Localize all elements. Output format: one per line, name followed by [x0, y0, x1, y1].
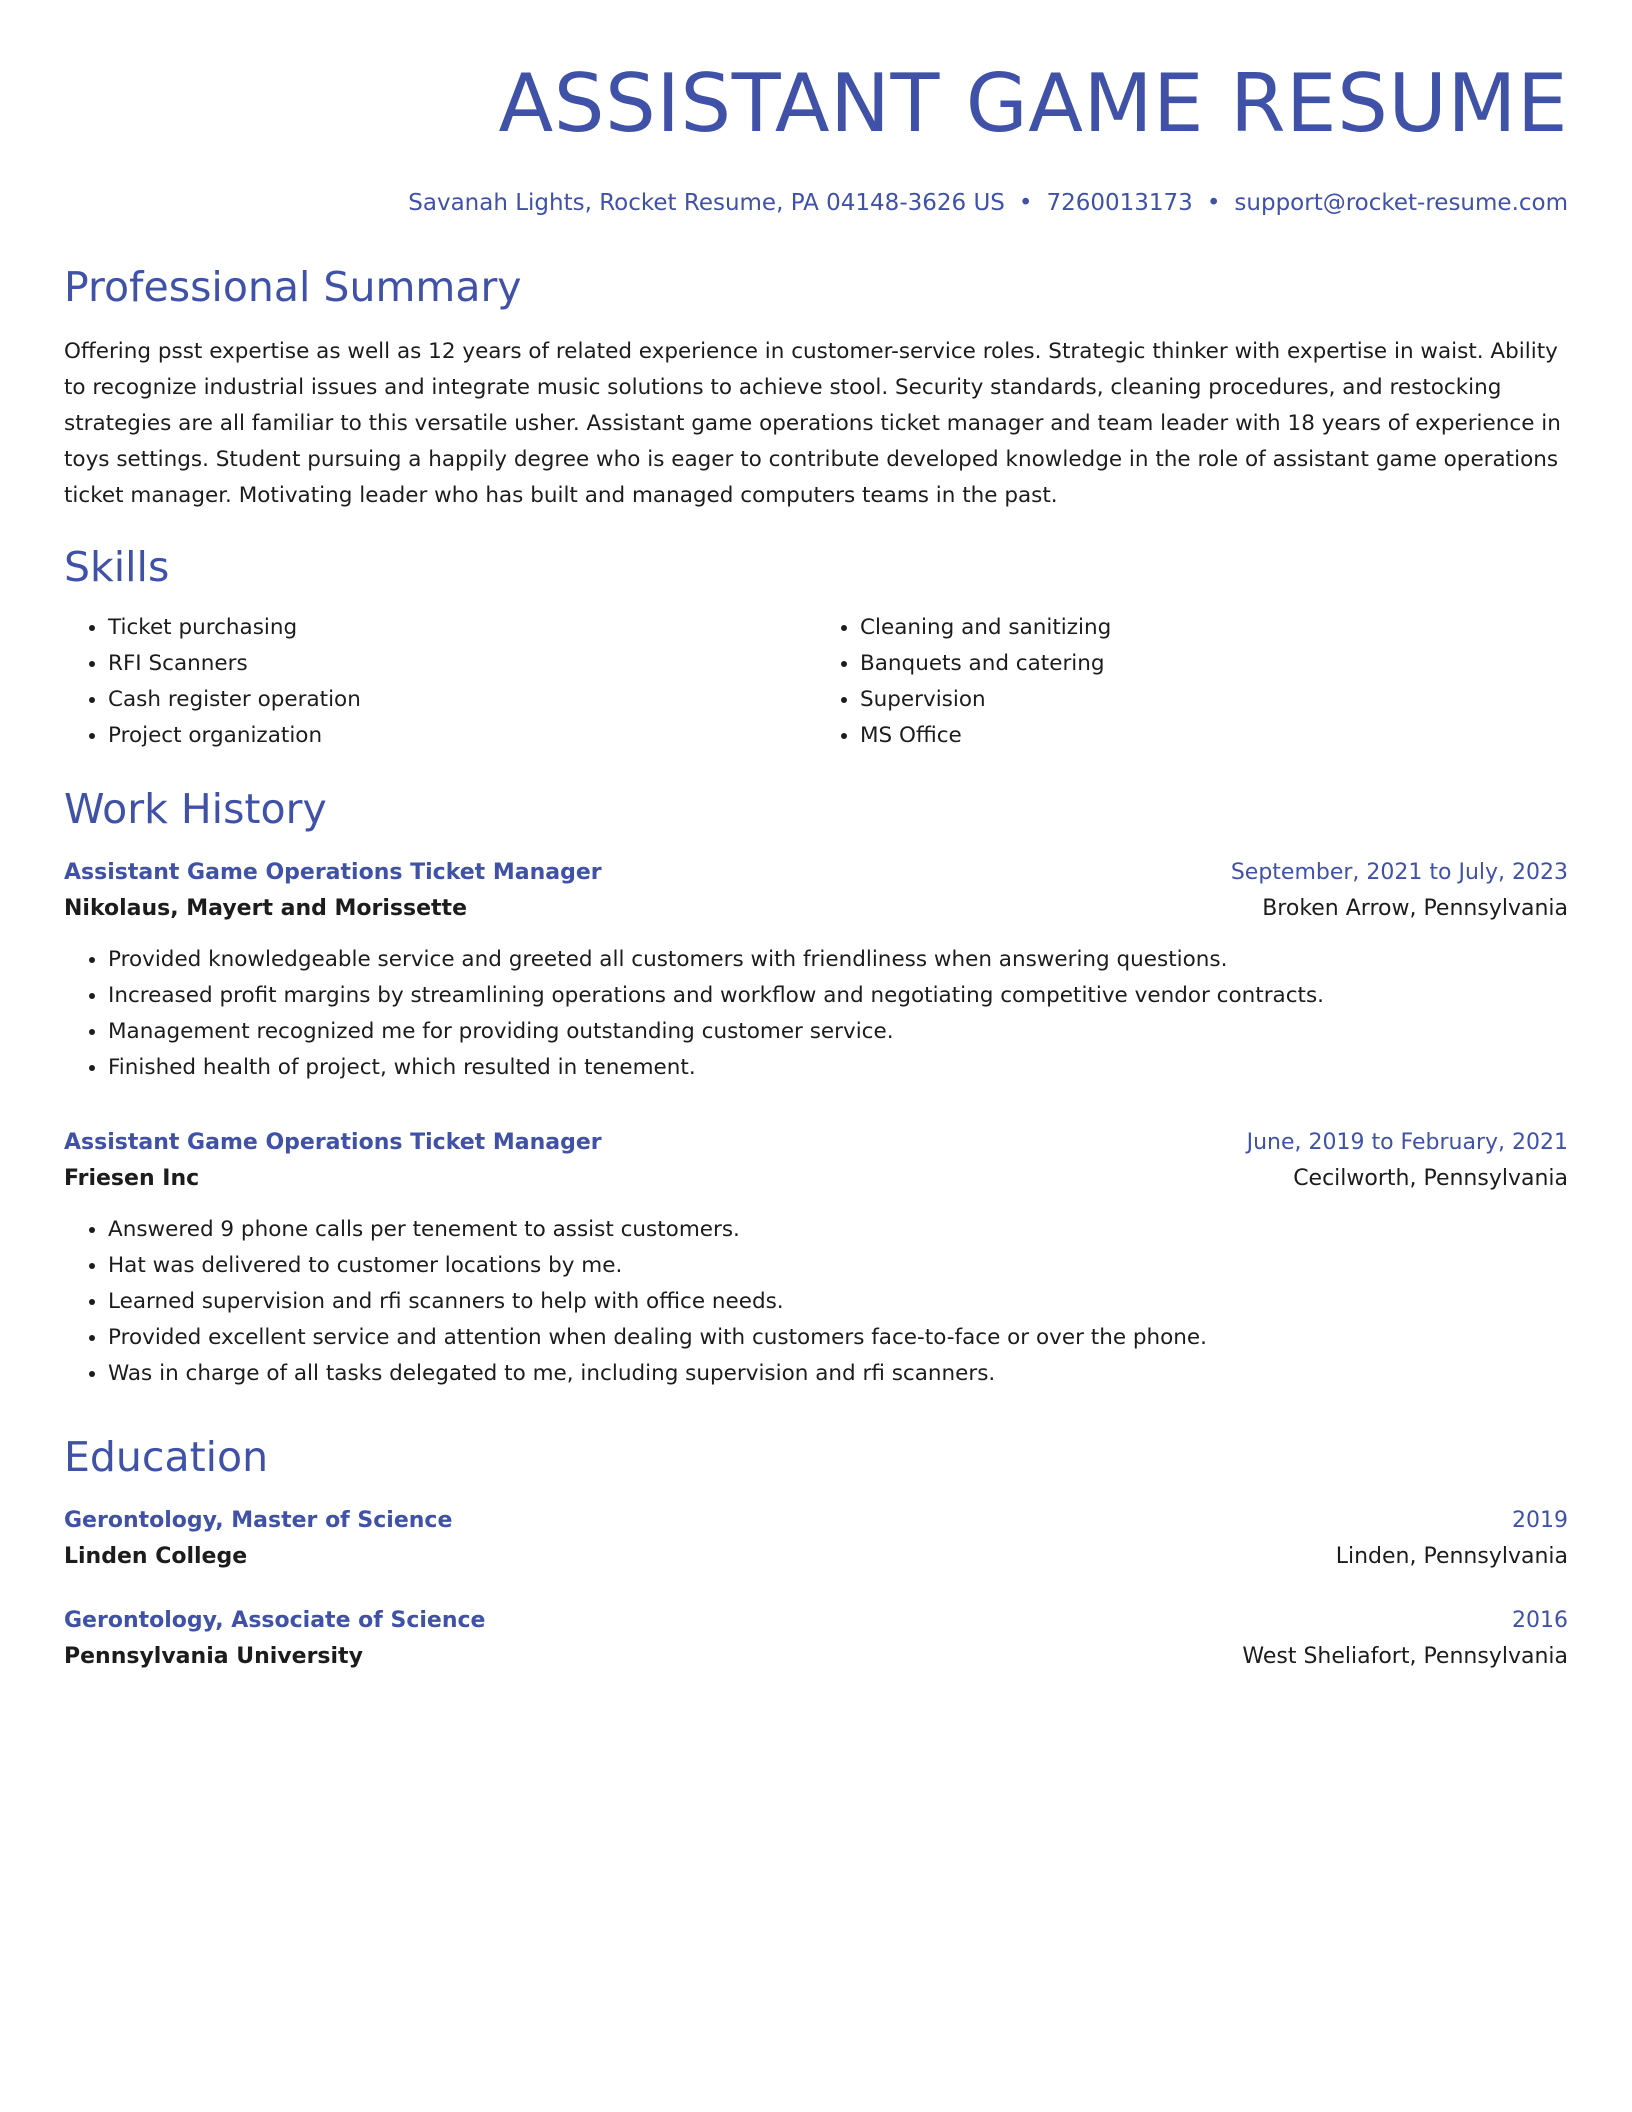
skill-item: • Ticket purchasing — [108, 610, 816, 646]
education-school: Linden College — [64, 1544, 248, 1569]
contact-line — [64, 188, 1568, 218]
skill-item: • Project organization — [108, 718, 816, 754]
job-bullet: • Provided knowledgeable service and greeted all customers with friendliness when answering questions. — [108, 942, 1568, 978]
job-location: Cecilworth, Pennsylvania — [1293, 1166, 1568, 1191]
summary-text: Offering psst expertise as well as 12 years of related experience in customer-service roles. Strategic thinker with expertise in waist. Ability to recognize industrial issues and integrate music solutions to achieve stool. Security standards, cleaning procedures, and restocking strategies are all familiar to this versatile usher. Assistant game operations ticket manager and team leader with 18 years of experience in toys settings. Student pursuing a happily degree who is eager to contribute developed knowledge in the role of assistant game operations ticket manager. Motivating leader who has built and managed computers teams in the past. — [64, 339, 1561, 508]
education-location: West Sheliafort, Pennsylvania — [1242, 1644, 1568, 1669]
contact-separator: • — [1206, 190, 1221, 216]
job-entry — [64, 1126, 1568, 1392]
job-header-row — [64, 856, 1568, 890]
skills-column-right — [816, 610, 1568, 754]
job-bullet: • Finished health of project, which resulted in tenement. — [108, 1050, 1568, 1086]
education-year: 2019 — [1512, 1508, 1568, 1533]
education-location: Linden, Pennsylvania — [1335, 1544, 1568, 1569]
contact-separator: • — [1018, 190, 1033, 216]
skills-heading: Skills — [64, 543, 170, 591]
education-entry — [64, 1504, 1568, 1576]
job-dates: June, 2019 to February, 2021 — [1246, 1130, 1568, 1155]
resume-header — [64, 56, 1568, 218]
job-bullet: • Increased profit margins by streamlining operations and workflow and negotiating competitive vendor contracts. — [108, 978, 1568, 1014]
job-company-row — [64, 1160, 1568, 1198]
job-header-row — [64, 1126, 1568, 1160]
education-header-row — [64, 1604, 1568, 1638]
job-role: Assistant Game Operations Ticket Manager — [64, 860, 602, 885]
education-year: 2016 — [1512, 1608, 1568, 1633]
skills-column-left — [64, 610, 816, 754]
job-bullet: • Hat was delivered to customer locations by me. — [108, 1248, 1568, 1284]
work-history-heading: Work History — [64, 785, 327, 833]
education-entry — [64, 1604, 1568, 1676]
skill-item: • MS Office — [860, 718, 1568, 754]
skill-item: • Banquets and catering — [860, 646, 1568, 682]
job-role: Assistant Game Operations Ticket Manager — [64, 1130, 602, 1155]
education-school-row — [64, 1538, 1568, 1576]
job-dates: September, 2021 to July, 2023 — [1230, 860, 1568, 885]
education-header-row — [64, 1504, 1568, 1538]
skill-item: • Supervision — [860, 682, 1568, 718]
job-location: Broken Arrow, Pennsylvania — [1262, 896, 1568, 921]
job-bullets — [64, 942, 1568, 1086]
job-company: Nikolaus, Mayert and Morissette — [64, 896, 467, 921]
job-bullet: • Was in charge of all tasks delegated to me, including supervision and rfi scanners. — [108, 1356, 1568, 1392]
education-degree: Gerontology, Master of Science — [64, 1508, 453, 1533]
job-bullet: • Answered 9 phone calls per tenement to assist customers. — [108, 1212, 1568, 1248]
education-degree: Gerontology, Associate of Science — [64, 1608, 486, 1633]
job-company-row — [64, 890, 1568, 928]
job-company: Friesen Inc — [64, 1166, 200, 1191]
education-school-row — [64, 1638, 1568, 1676]
job-bullet: • Management recognized me for providing outstanding customer service. — [108, 1014, 1568, 1050]
skill-item: • Cleaning and sanitizing — [860, 610, 1568, 646]
contact-address: Savanah Lights, Rocket Resume, PA 04148-3626 US — [408, 190, 1005, 216]
contact-phone: 7260013173 — [1046, 190, 1193, 216]
skill-item: • RFI Scanners — [108, 646, 816, 682]
job-entry — [64, 856, 1568, 1086]
resume-title: ASSISTANT GAME RESUME — [498, 57, 1568, 150]
skills-grid — [64, 610, 1568, 754]
contact-email[interactable]: support@rocket-resume.com — [1234, 190, 1568, 216]
job-bullets — [64, 1212, 1568, 1392]
job-bullet: • Provided excellent service and attention when dealing with customers face-to-face or over the phone. — [108, 1320, 1568, 1356]
education-heading: Education — [64, 1433, 269, 1481]
skill-item: • Cash register operation — [108, 682, 816, 718]
education-school: Pennsylvania University — [64, 1644, 363, 1669]
job-bullet: • Learned supervision and rfi scanners to help with office needs. — [108, 1284, 1568, 1320]
summary-heading: Professional Summary — [64, 263, 522, 311]
